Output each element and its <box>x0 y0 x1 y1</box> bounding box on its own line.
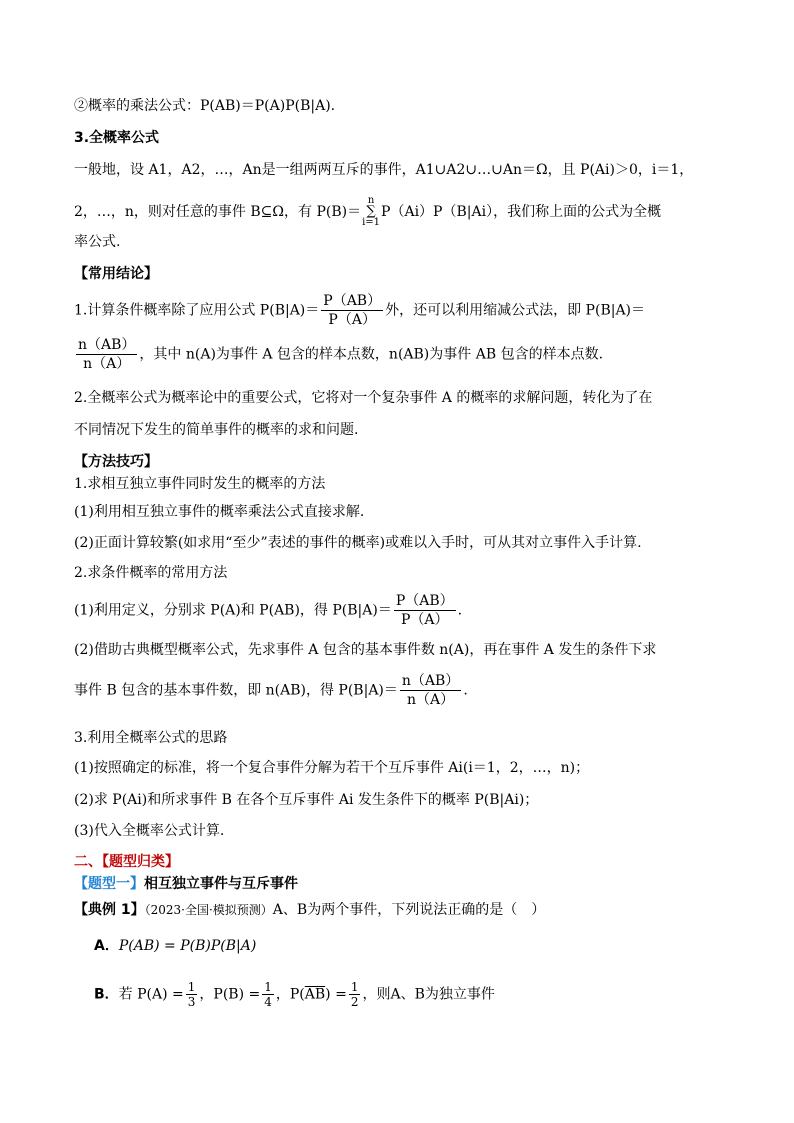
fraction-numerator: 1 <box>350 980 359 994</box>
conclusion-2-line-2: 不同情况下发生的简单事件的概率的求和问题. <box>74 422 359 438</box>
conclusion-1-line-1 <box>74 292 645 329</box>
fraction-denominator: n（A） <box>407 692 455 708</box>
conclusion-1-line-2-text: ，其中 n(A)为事件 A 包含的样本点数，n(AB)为事件 AB 包含的样本点数. <box>139 346 604 363</box>
option-a-formula: P(AB) = P(B)P(B|A) <box>118 938 257 954</box>
conclusion-1-pre: 1.计算条件概率除了应用公式 P(B|A)＝ <box>74 302 320 319</box>
fraction-denominator: P（A） <box>400 612 449 628</box>
method-2-b-line-1: (2)借助古典概型概率公式，先求事件 A 包含的基本事件数 n(A)，再在事件 A 发生的条件下求 <box>74 642 657 658</box>
option-b-text-2: ，P(B) = <box>199 986 261 1003</box>
type-1-heading <box>74 874 298 894</box>
method-2-a-post: . <box>457 602 463 619</box>
total-prob-para-2-post: P（Ai）P（B|Ai），我们称上面的公式为全概 <box>381 204 662 220</box>
fraction-n-ab-over-n-a-2 <box>400 672 461 709</box>
example-1-tag: 【典例 1】 <box>74 902 145 918</box>
heading-total-probability: 3.全概率公式 <box>74 130 160 146</box>
method-2-b-pre: 事件 B 包含的基本事件数，即 n(AB)，得 P(B|A)＝ <box>74 682 398 699</box>
fraction-denominator: 3 <box>187 995 196 1009</box>
option-b-label: B． <box>94 986 119 1003</box>
type-1-title: 相互独立事件与互斥事件 <box>144 876 298 892</box>
section-2-number: 二、 <box>74 854 102 870</box>
example-1-question: A、B为两个事件，下列说法正确的是（ ） <box>272 902 546 918</box>
option-b-text-4: ) = <box>325 986 347 1003</box>
section-2-title: 【题型归类】 <box>102 854 179 870</box>
fraction-numerator: P（AB） <box>395 593 454 609</box>
fraction-n-ab-over-n-a <box>76 336 137 373</box>
method-1-title: 1.求相互独立事件同时发生的概率的方法 <box>74 476 326 492</box>
fraction-denominator: P（A） <box>328 312 376 328</box>
fraction-numerator: 1 <box>264 980 272 994</box>
method-2-b-post: . <box>463 682 468 699</box>
sum-upper: n <box>367 195 375 206</box>
method-3-title: 3.利用全概率公式的思路 <box>74 730 228 746</box>
option-a-label: A． <box>94 938 119 954</box>
heading-common-conclusions: 【常用结论】 <box>74 266 158 282</box>
section-2-heading <box>74 852 179 872</box>
conclusion-1-line-2 <box>74 336 603 373</box>
method-3-c: (3)代入全概率公式计算. <box>74 823 225 839</box>
conclusion-2-line-1: 2.全概率公式为概率论中的重要公式，它将对一个复杂事件 A 的概率的求解问题，转化为了在 <box>74 390 653 406</box>
total-prob-para-2-pre: 2，…，n，则对任意的事件 B⊆Ω，有 P(B)＝ <box>74 204 362 220</box>
method-2-b-line-2 <box>74 672 468 709</box>
fraction-one-half <box>349 980 361 1009</box>
fraction-p-ab-over-p-a-2 <box>394 592 456 629</box>
type-1-tag: 【题型一】 <box>74 876 144 892</box>
heading-methods: 【方法技巧】 <box>74 454 158 470</box>
method-3-b: (2)求 P(Ai)和所求事件 B 在各个互斥事件 Ai 发生条件下的概率 P(B|Ai)； <box>74 792 539 808</box>
fraction-denominator: 4 <box>264 995 272 1009</box>
method-1-a: (1)利用相互独立事件的概率乘法公式直接求解. <box>74 504 365 520</box>
option-b <box>94 980 495 1009</box>
option-b-complement: $\overline{AB}$ <box>304 986 326 1003</box>
total-prob-para-3: 率公式. <box>74 234 121 250</box>
fraction-denominator: n（A） <box>83 356 131 372</box>
fraction-numerator: n（AB） <box>401 673 460 689</box>
total-prob-para-2 <box>74 196 661 228</box>
option-a <box>94 936 256 956</box>
method-1-b: (2)正面计算较繁(如求用“至少”表述的事件的概率)或难以入手时，可从其对立事件入手计算. <box>74 535 642 551</box>
fraction-one-quarter <box>262 980 274 1009</box>
conclusion-1-post: 外，还可以利用缩减公式法，即 P(B|A)＝ <box>385 302 646 319</box>
method-2-a-pre: (1)利用定义，分别求 P(A)和 P(AB)，得 P(B|A)＝ <box>74 602 392 619</box>
method-2-a <box>74 592 462 629</box>
sum-lower: i=1 <box>362 217 381 228</box>
total-prob-para-1: 一般地，设 A1，A2，…，An是一组两两互斥的事件，A1∪A2∪…∪An＝Ω，且 P(Ai)＞0，i＝1， <box>74 162 694 178</box>
fraction-one-third <box>186 980 198 1009</box>
option-b-text-3: ，P( <box>275 986 305 1003</box>
fraction-numerator: n（AB） <box>78 337 136 353</box>
option-b-text-5: ，则A、B为独立事件 <box>362 986 495 1003</box>
method-2-title: 2.求条件概率的常用方法 <box>74 565 228 581</box>
fraction-numerator: 1 <box>187 980 196 994</box>
fraction-numerator: P（AB） <box>323 293 382 309</box>
fraction-denominator: 2 <box>350 995 359 1009</box>
example-1-source: （2023·全国·模拟预测） <box>144 903 273 917</box>
fraction-p-ab-over-p-a <box>321 292 383 329</box>
method-3-a: (1)按照确定的标准，将一个复合事件分解为若干个互斥事件 Ai(i＝1，2，…，n)； <box>74 760 590 776</box>
option-b-text-1: 若 P(A) = <box>118 986 184 1003</box>
example-1-line <box>74 900 545 920</box>
summation-symbol: n ∑ i=1 <box>362 195 381 228</box>
mult-formula-line: ②概率的乘法公式：P(AB)＝P(A)P(B|A). <box>74 98 336 114</box>
